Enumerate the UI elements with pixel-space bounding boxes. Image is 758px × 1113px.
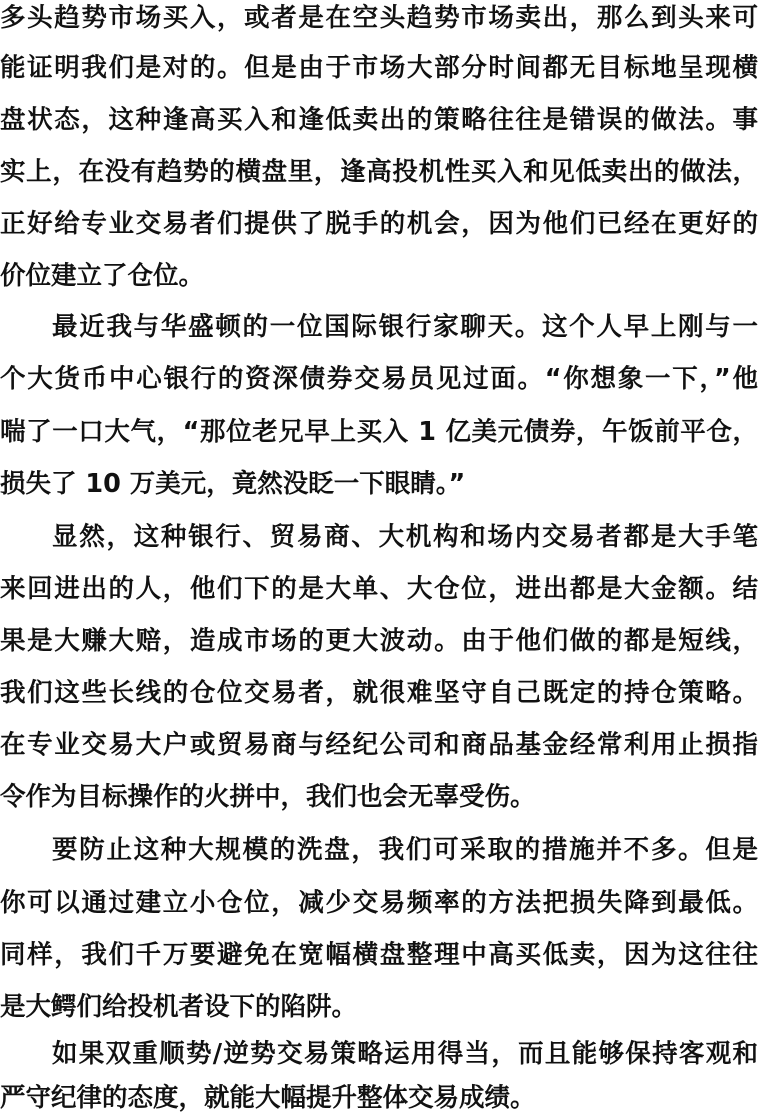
text-line: 如果双重顺势/逆势交易策略运用得当，而且能够保持客观和 <box>52 1039 758 1069</box>
text-line: 要防止这种大规模的洗盘，我们可采取的措施并不多。但是 <box>52 835 758 865</box>
text-line: 实上，在没有趋势的横盘里，逢高投机性买入和见低卖出的做法， <box>0 157 758 187</box>
text-line: 价位建立了仓位。 <box>0 261 205 291</box>
text-line: 果是大赚大赔，造成市场的更大波动。由于他们做的都是短线， <box>0 626 758 656</box>
text-line: 严守纪律的态度，就能大幅提升整体交易成绩。 <box>0 1083 536 1113</box>
text-line: 是大鳄们给投机者设下的陷阱。 <box>0 992 358 1022</box>
text-line: 个大货币中心银行的资深债券交易员见过面。“你想象一下，”他 <box>0 364 758 394</box>
text-line: 损失了 10 万美元，竟然没眨一下眼睛。” <box>0 469 466 499</box>
text-line: 最近我与华盛顿的一位国际银行家聊天。这个人早上刚与一 <box>52 312 758 342</box>
text-line: 多头趋势市场买入，或者是在空头趋势市场卖出，那么到头来可 <box>0 3 758 33</box>
text-line: 来回进出的人，他们下的是大单、大仓位，进出都是大金额。结 <box>0 574 758 604</box>
text-line: 盘状态，这种逢高买入和逢低卖出的策略往往是错误的做法。事 <box>0 105 758 135</box>
text-line: 能证明我们是对的。但是由于市场大部分时间都无目标地呈现横 <box>0 53 758 83</box>
text-line: 在专业交易大户或贸易商与经纪公司和商品基金经常利用止损指 <box>0 730 758 760</box>
text-line: 令作为目标操作的火拼中，我们也会无辜受伤。 <box>0 782 536 812</box>
text-line: 正好给专业交易者们提供了脱手的机会，因为他们已经在更好的 <box>0 209 758 239</box>
text-line: 我们这些长线的仓位交易者，就很难坚守自己既定的持仓策略。 <box>0 678 758 708</box>
text-line: 显然，这种银行、贸易商、大机构和场内交易者都是大手笔 <box>52 522 758 552</box>
text-line: 喘了一口大气，“那位老兄早上买入 1 亿美元债券，午饭前平仓， <box>0 417 758 447</box>
text-line: 同样，我们千万要避免在宽幅横盘整理中高买低卖，因为这往往 <box>0 940 758 970</box>
text-line: 你可以通过建立小仓位，减少交易频率的方法把损失降到最低。 <box>0 888 758 918</box>
